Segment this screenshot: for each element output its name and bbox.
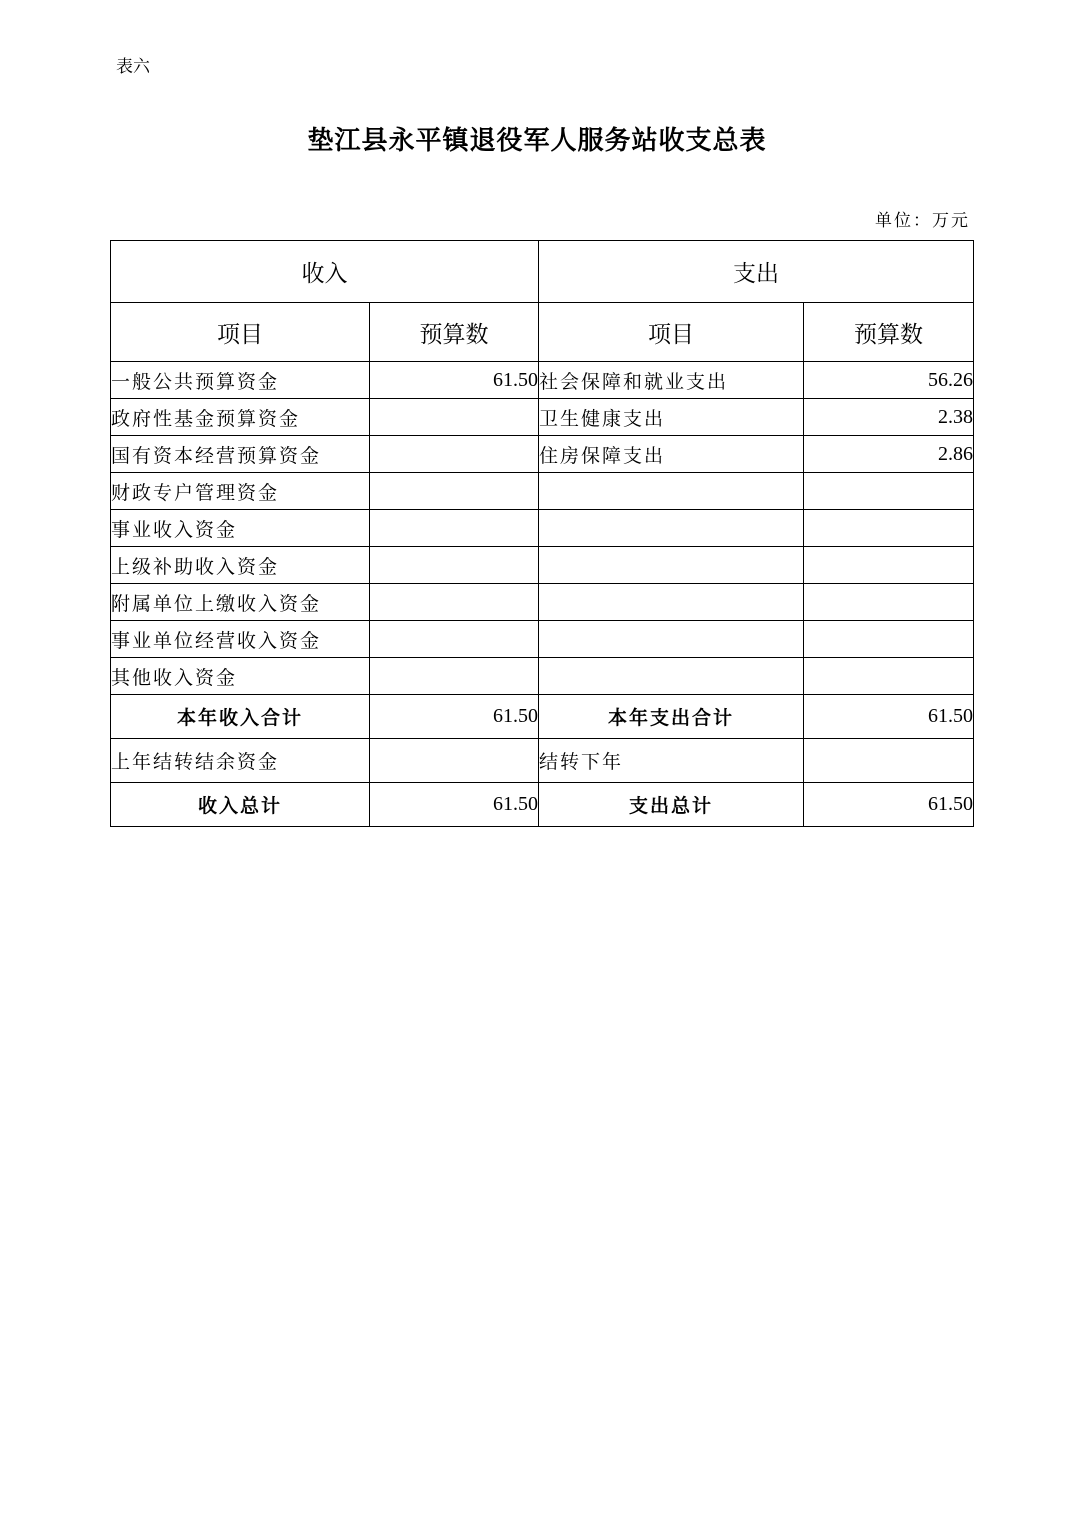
expense-value-cell: 56.26: [804, 362, 974, 399]
year-expense-total-value: 61.50: [804, 695, 974, 739]
income-value-cell: 61.50: [370, 362, 539, 399]
income-value-cell: [370, 658, 539, 695]
expense-value-cell: [804, 510, 974, 547]
expense-value-cell: [804, 473, 974, 510]
total-expense-value: 61.50: [804, 783, 974, 827]
income-value-cell: [370, 547, 539, 584]
expense-value-cell: 2.38: [804, 399, 974, 436]
income-value-cell: [370, 473, 539, 510]
expense-budget-column-header: 预算数: [804, 303, 974, 362]
income-value-cell: [370, 399, 539, 436]
expense-value-cell: [804, 658, 974, 695]
table-row: [111, 547, 974, 584]
income-header: 收入: [111, 241, 539, 303]
table-row: [111, 510, 974, 547]
income-item-cell: 政府性基金预算资金: [111, 399, 370, 436]
expense-header: 支出: [539, 241, 974, 303]
expense-item-cell: [539, 584, 804, 621]
total-expense-label: 支出总计: [539, 783, 804, 827]
table-row: [111, 621, 974, 658]
header-row-columns: [111, 303, 974, 362]
table-row: [111, 658, 974, 695]
income-value-cell: [370, 584, 539, 621]
expense-value-cell: [804, 621, 974, 658]
income-item-cell: 财政专户管理资金: [111, 473, 370, 510]
carryover-income-label: 上年结转结余资金: [111, 739, 370, 783]
income-item-cell: 其他收入资金: [111, 658, 370, 695]
income-item-cell: 附属单位上缴收入资金: [111, 584, 370, 621]
year-income-total-label: 本年收入合计: [111, 695, 370, 739]
income-item-cell: 事业单位经营收入资金: [111, 621, 370, 658]
expense-item-cell: [539, 621, 804, 658]
carryover-expense-value: [804, 739, 974, 783]
expense-item-cell: 卫生健康支出: [539, 399, 804, 436]
expense-item-cell: [539, 510, 804, 547]
budget-summary-table: [110, 240, 974, 827]
expense-value-cell: [804, 547, 974, 584]
unit-label: 单位：万元: [875, 211, 970, 231]
income-value-cell: [370, 621, 539, 658]
expense-item-cell: 住房保障支出: [539, 436, 804, 473]
income-value-cell: [370, 436, 539, 473]
income-item-cell: 上级补助收入资金: [111, 547, 370, 584]
expense-item-cell: [539, 658, 804, 695]
total-income-label: 收入总计: [111, 783, 370, 827]
table-row: [111, 436, 974, 473]
expense-item-cell: [539, 473, 804, 510]
table-number-label: 表六: [116, 57, 150, 77]
expense-item-cell: [539, 547, 804, 584]
year-total-row: [111, 695, 974, 739]
year-expense-total-label: 本年支出合计: [539, 695, 804, 739]
income-budget-column-header: 预算数: [370, 303, 539, 362]
header-row-main: [111, 241, 974, 303]
income-item-cell: 国有资本经营预算资金: [111, 436, 370, 473]
carryover-income-value: [370, 739, 539, 783]
page-title: 垫江县永平镇退役军人服务站收支总表: [307, 126, 767, 156]
table-row: [111, 584, 974, 621]
total-income-value: 61.50: [370, 783, 539, 827]
income-item-cell: 事业收入资金: [111, 510, 370, 547]
expense-value-cell: [804, 584, 974, 621]
income-value-cell: [370, 510, 539, 547]
table-row: [111, 473, 974, 510]
table-row: [111, 399, 974, 436]
carryover-expense-label: 结转下年: [539, 739, 804, 783]
year-income-total-value: 61.50: [370, 695, 539, 739]
expense-item-cell: 社会保障和就业支出: [539, 362, 804, 399]
table-row: [111, 362, 974, 399]
expense-item-column-header: 项目: [539, 303, 804, 362]
grand-total-row: [111, 783, 974, 827]
income-item-cell: 一般公共预算资金: [111, 362, 370, 399]
carryover-row: [111, 739, 974, 783]
expense-value-cell: 2.86: [804, 436, 974, 473]
income-item-column-header: 项目: [111, 303, 370, 362]
